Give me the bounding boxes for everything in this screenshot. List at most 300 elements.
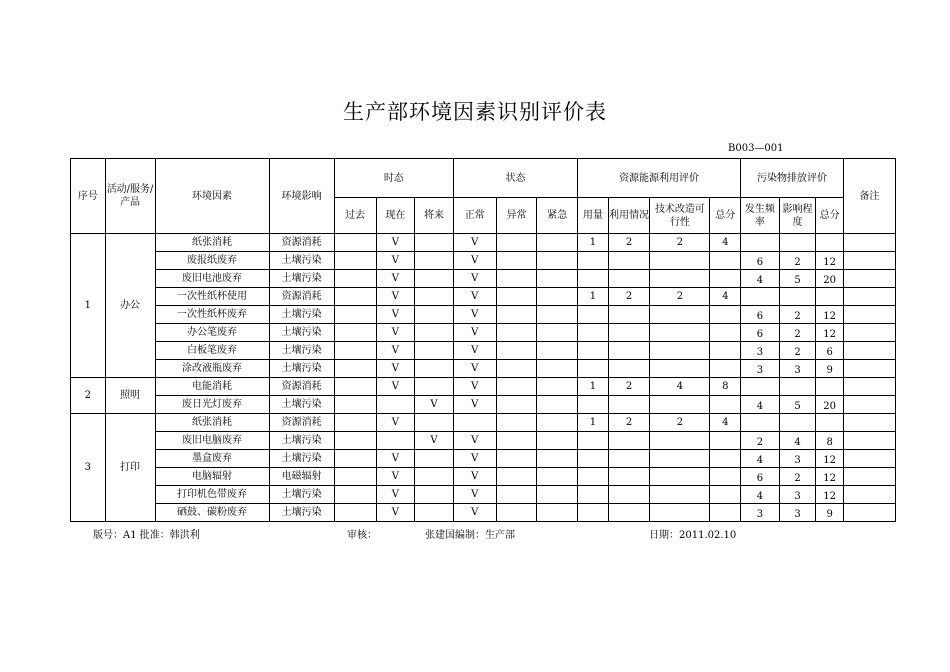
state-abnormal-cell: [496, 504, 537, 522]
res-usage-cell: 1: [578, 378, 609, 396]
header-tense-future: 将来: [415, 198, 454, 234]
table-row: [71, 288, 896, 306]
tense-future-cell: [415, 306, 454, 324]
state-normal-cell: V: [453, 252, 496, 270]
tense-future-cell: [415, 234, 454, 252]
res-total-cell: [710, 324, 741, 342]
state-normal-cell: V: [453, 432, 496, 450]
header-activity: 活动/服务/产品: [105, 159, 155, 234]
pol-total-cell: 12: [816, 468, 844, 486]
activity-cell: 照明: [105, 378, 155, 414]
impact-cell: 电磁辐射: [269, 468, 334, 486]
res-usage-cell: [578, 360, 609, 378]
pol-degree-cell: 3: [779, 450, 816, 468]
res-tech-cell: [650, 306, 710, 324]
res-tech-cell: [650, 270, 710, 288]
header-factor: 环境因素: [155, 159, 269, 234]
pol-freq-cell: 6: [741, 468, 780, 486]
footer-date: 日期：2011.02.10: [649, 530, 737, 541]
state-normal-cell: V: [453, 396, 496, 414]
factor-cell: 纸张消耗: [155, 234, 269, 252]
state-emergency-cell: [537, 306, 578, 324]
state-abnormal-cell: [496, 360, 537, 378]
state-abnormal-cell: [496, 432, 537, 450]
pol-total-cell: 20: [816, 270, 844, 288]
impact-cell: 土壤污染: [269, 360, 334, 378]
table-row: [71, 486, 896, 504]
tense-past-cell: [334, 450, 376, 468]
res-util-cell: [608, 360, 650, 378]
state-abnormal-cell: [496, 486, 537, 504]
tense-future-cell: [415, 252, 454, 270]
res-util-cell: [608, 504, 650, 522]
state-normal-cell: V: [453, 504, 496, 522]
impact-cell: 土壤污染: [269, 504, 334, 522]
res-util-cell: [608, 396, 650, 414]
res-total-cell: [710, 306, 741, 324]
res-usage-cell: [578, 486, 609, 504]
pol-degree-cell: [779, 288, 816, 306]
pol-freq-cell: 2: [741, 432, 780, 450]
header-res-usage: 用量: [578, 198, 609, 234]
state-abnormal-cell: [496, 252, 537, 270]
res-usage-cell: [578, 432, 609, 450]
res-util-cell: [608, 486, 650, 504]
table-row: [71, 378, 896, 396]
table-body: [71, 234, 896, 522]
pol-total-cell: 6: [816, 342, 844, 360]
footer-version: 版号：A1 批准：韩洪利: [93, 530, 200, 541]
pol-total-cell: [816, 288, 844, 306]
tense-now-cell: V: [376, 324, 415, 342]
state-abnormal-cell: [496, 378, 537, 396]
state-abnormal-cell: [496, 234, 537, 252]
factor-cell: 废报纸废弃: [155, 252, 269, 270]
tense-now-cell: V: [376, 414, 415, 432]
pol-freq-cell: 4: [741, 450, 780, 468]
res-usage-cell: [578, 504, 609, 522]
tense-future-cell: [415, 324, 454, 342]
factor-cell: 废旧电池废弃: [155, 270, 269, 288]
evaluation-table: [70, 158, 896, 522]
res-util-cell: [608, 270, 650, 288]
state-emergency-cell: [537, 414, 578, 432]
tense-future-cell: V: [415, 396, 454, 414]
pol-degree-cell: 3: [779, 486, 816, 504]
table-row: [71, 414, 896, 432]
remark-cell: [843, 396, 895, 414]
pol-degree-cell: 2: [779, 252, 816, 270]
tense-past-cell: [334, 252, 376, 270]
res-tech-cell: 2: [650, 234, 710, 252]
impact-cell: 土壤污染: [269, 342, 334, 360]
header-tense-past: 过去: [334, 198, 376, 234]
factor-cell: 一次性纸杯使用: [155, 288, 269, 306]
res-total-cell: 4: [710, 288, 741, 306]
res-usage-cell: 1: [578, 288, 609, 306]
res-usage-cell: [578, 342, 609, 360]
remark-cell: [843, 252, 895, 270]
factor-cell: 打印机色带废弃: [155, 486, 269, 504]
pol-degree-cell: 2: [779, 342, 816, 360]
pol-degree-cell: [779, 234, 816, 252]
res-util-cell: [608, 450, 650, 468]
pol-total-cell: 12: [816, 450, 844, 468]
tense-now-cell: [376, 396, 415, 414]
table-row: [71, 450, 896, 468]
tense-past-cell: [334, 288, 376, 306]
impact-cell: 土壤污染: [269, 396, 334, 414]
header-seq: 序号: [71, 159, 106, 234]
tense-now-cell: V: [376, 468, 415, 486]
remark-cell: [843, 288, 895, 306]
tense-future-cell: [415, 360, 454, 378]
res-usage-cell: 1: [578, 414, 609, 432]
remark-cell: [843, 432, 895, 450]
pol-total-cell: 20: [816, 396, 844, 414]
pol-total-cell: 12: [816, 306, 844, 324]
impact-cell: 土壤污染: [269, 270, 334, 288]
impact-cell: 资源消耗: [269, 288, 334, 306]
tense-past-cell: [334, 486, 376, 504]
table-row: [71, 468, 896, 486]
res-usage-cell: [578, 468, 609, 486]
header-state: 状态: [453, 159, 577, 198]
remark-cell: [843, 468, 895, 486]
activity-cell: 办公: [105, 234, 155, 378]
table-row: [71, 342, 896, 360]
res-usage-cell: [578, 396, 609, 414]
res-util-cell: [608, 432, 650, 450]
impact-cell: 资源消耗: [269, 414, 334, 432]
tense-now-cell: [376, 432, 415, 450]
remark-cell: [843, 324, 895, 342]
res-total-cell: [710, 486, 741, 504]
state-normal-cell: V: [453, 324, 496, 342]
table-row: [71, 252, 896, 270]
res-total-cell: [710, 360, 741, 378]
header-res-util: 利用情况: [608, 198, 650, 234]
res-tech-cell: 2: [650, 414, 710, 432]
tense-now-cell: V: [376, 504, 415, 522]
remark-cell: [843, 450, 895, 468]
remark-cell: [843, 378, 895, 396]
factor-cell: 白板笔废弃: [155, 342, 269, 360]
state-abnormal-cell: [496, 324, 537, 342]
res-tech-cell: 2: [650, 288, 710, 306]
res-util-cell: [608, 324, 650, 342]
res-total-cell: [710, 270, 741, 288]
pol-degree-cell: 2: [779, 324, 816, 342]
state-emergency-cell: [537, 432, 578, 450]
impact-cell: 土壤污染: [269, 486, 334, 504]
state-normal-cell: V: [453, 486, 496, 504]
state-abnormal-cell: [496, 270, 537, 288]
tense-future-cell: V: [415, 432, 454, 450]
remark-cell: [843, 486, 895, 504]
remark-cell: [843, 504, 895, 522]
tense-past-cell: [334, 432, 376, 450]
footer-compiled: 张建国编制：生产部: [425, 530, 515, 541]
tense-now-cell: V: [376, 378, 415, 396]
state-normal-cell: V: [453, 234, 496, 252]
table-row: [71, 432, 896, 450]
state-normal-cell: V: [453, 468, 496, 486]
table-row: [71, 306, 896, 324]
res-total-cell: 4: [710, 234, 741, 252]
header-res-tech: 技术改造可行性: [650, 198, 710, 234]
res-tech-cell: [650, 468, 710, 486]
res-util-cell: [608, 468, 650, 486]
impact-cell: 土壤污染: [269, 450, 334, 468]
header-remark: 备注: [843, 159, 895, 234]
state-normal-cell: V: [453, 306, 496, 324]
res-usage-cell: [578, 270, 609, 288]
tense-past-cell: [334, 324, 376, 342]
tense-future-cell: [415, 288, 454, 306]
state-emergency-cell: [537, 378, 578, 396]
state-normal-cell: V: [453, 450, 496, 468]
res-tech-cell: [650, 486, 710, 504]
res-total-cell: [710, 468, 741, 486]
factor-cell: 废旧电脑废弃: [155, 432, 269, 450]
pol-freq-cell: [741, 414, 780, 432]
res-total-cell: 8: [710, 378, 741, 396]
res-util-cell: [608, 306, 650, 324]
pol-freq-cell: 3: [741, 360, 780, 378]
res-tech-cell: [650, 324, 710, 342]
impact-cell: 资源消耗: [269, 378, 334, 396]
pol-degree-cell: 2: [779, 306, 816, 324]
pol-freq-cell: 4: [741, 396, 780, 414]
res-util-cell: 2: [608, 288, 650, 306]
state-normal-cell: V: [453, 270, 496, 288]
pol-degree-cell: 2: [779, 468, 816, 486]
state-emergency-cell: [537, 450, 578, 468]
tense-now-cell: V: [376, 342, 415, 360]
pol-freq-cell: 4: [741, 486, 780, 504]
state-emergency-cell: [537, 270, 578, 288]
factor-cell: 一次性纸杯废弃: [155, 306, 269, 324]
state-emergency-cell: [537, 342, 578, 360]
pol-degree-cell: 5: [779, 270, 816, 288]
pol-total-cell: [816, 414, 844, 432]
factor-cell: 电能消耗: [155, 378, 269, 396]
state-abnormal-cell: [496, 468, 537, 486]
state-emergency-cell: [537, 360, 578, 378]
pol-freq-cell: [741, 234, 780, 252]
pol-degree-cell: 4: [779, 432, 816, 450]
res-total-cell: 4: [710, 414, 741, 432]
header-pollution: 污染物排放评价: [741, 159, 844, 198]
res-tech-cell: [650, 396, 710, 414]
tense-past-cell: [334, 270, 376, 288]
header-resource: 资源能源利用评价: [578, 159, 741, 198]
factor-cell: 纸张消耗: [155, 414, 269, 432]
state-normal-cell: V: [453, 378, 496, 396]
state-emergency-cell: [537, 504, 578, 522]
pol-total-cell: 12: [816, 324, 844, 342]
state-abnormal-cell: [496, 414, 537, 432]
tense-now-cell: V: [376, 360, 415, 378]
header-tense-now: 现在: [376, 198, 415, 234]
res-total-cell: [710, 432, 741, 450]
tense-past-cell: [334, 468, 376, 486]
pol-total-cell: 12: [816, 252, 844, 270]
table-row: [71, 396, 896, 414]
seq-cell: 1: [71, 234, 106, 378]
res-util-cell: [608, 342, 650, 360]
tense-future-cell: [415, 270, 454, 288]
tense-future-cell: [415, 504, 454, 522]
res-util-cell: 2: [608, 234, 650, 252]
pol-freq-cell: [741, 378, 780, 396]
res-total-cell: [710, 396, 741, 414]
res-tech-cell: [650, 504, 710, 522]
state-emergency-cell: [537, 468, 578, 486]
state-emergency-cell: [537, 252, 578, 270]
state-normal-cell: V: [453, 288, 496, 306]
state-abnormal-cell: [496, 306, 537, 324]
impact-cell: 土壤污染: [269, 306, 334, 324]
res-usage-cell: 1: [578, 234, 609, 252]
res-tech-cell: [650, 360, 710, 378]
header-res-total: 总分: [710, 198, 741, 234]
pol-degree-cell: [779, 378, 816, 396]
pol-total-cell: 12: [816, 486, 844, 504]
tense-past-cell: [334, 360, 376, 378]
pol-degree-cell: [779, 414, 816, 432]
res-tech-cell: 4: [650, 378, 710, 396]
pol-freq-cell: 3: [741, 342, 780, 360]
tense-future-cell: [415, 450, 454, 468]
state-emergency-cell: [537, 486, 578, 504]
tense-past-cell: [334, 306, 376, 324]
res-total-cell: [710, 504, 741, 522]
tense-past-cell: [334, 234, 376, 252]
impact-cell: 土壤污染: [269, 324, 334, 342]
pol-freq-cell: 6: [741, 252, 780, 270]
res-usage-cell: [578, 306, 609, 324]
res-usage-cell: [578, 450, 609, 468]
header-state-abnormal: 异常: [496, 198, 537, 234]
factor-cell: 墨盒废弃: [155, 450, 269, 468]
remark-cell: [843, 306, 895, 324]
pol-degree-cell: 3: [779, 504, 816, 522]
pol-freq-cell: 4: [741, 270, 780, 288]
pol-total-cell: [816, 378, 844, 396]
res-usage-cell: [578, 324, 609, 342]
state-emergency-cell: [537, 396, 578, 414]
res-tech-cell: [650, 450, 710, 468]
header-state-emergency: 紧急: [537, 198, 578, 234]
state-normal-cell: V: [453, 342, 496, 360]
tense-now-cell: V: [376, 234, 415, 252]
tense-now-cell: V: [376, 486, 415, 504]
pol-freq-cell: 6: [741, 306, 780, 324]
tense-past-cell: [334, 504, 376, 522]
table-row: [71, 504, 896, 522]
header-pol-freq: 发生频率: [741, 198, 780, 234]
header-state-normal: 正常: [453, 198, 496, 234]
res-util-cell: 2: [608, 414, 650, 432]
res-total-cell: [710, 252, 741, 270]
tense-future-cell: [415, 468, 454, 486]
pol-freq-cell: 6: [741, 324, 780, 342]
remark-cell: [843, 270, 895, 288]
state-emergency-cell: [537, 288, 578, 306]
table-row: [71, 270, 896, 288]
factor-cell: 电脑辐射: [155, 468, 269, 486]
pol-total-cell: [816, 234, 844, 252]
tense-now-cell: V: [376, 450, 415, 468]
factor-cell: 硒鼓、碳粉废弃: [155, 504, 269, 522]
tense-now-cell: V: [376, 288, 415, 306]
tense-future-cell: [415, 378, 454, 396]
pol-total-cell: 9: [816, 360, 844, 378]
header-pol-total: 总分: [816, 198, 844, 234]
res-tech-cell: [650, 342, 710, 360]
remark-cell: [843, 342, 895, 360]
res-util-cell: 2: [608, 378, 650, 396]
tense-past-cell: [334, 414, 376, 432]
header-pol-degree: 影响程度: [779, 198, 816, 234]
tense-now-cell: V: [376, 252, 415, 270]
res-usage-cell: [578, 252, 609, 270]
remark-cell: [843, 234, 895, 252]
tense-past-cell: [334, 396, 376, 414]
tense-future-cell: [415, 342, 454, 360]
res-tech-cell: [650, 252, 710, 270]
state-emergency-cell: [537, 234, 578, 252]
res-tech-cell: [650, 432, 710, 450]
seq-cell: 3: [71, 414, 106, 522]
pol-total-cell: 9: [816, 504, 844, 522]
tense-past-cell: [334, 342, 376, 360]
impact-cell: 土壤污染: [269, 432, 334, 450]
state-normal-cell: [453, 414, 496, 432]
state-abnormal-cell: [496, 396, 537, 414]
pol-freq-cell: 3: [741, 504, 780, 522]
pol-freq-cell: [741, 288, 780, 306]
header-tense: 时态: [334, 159, 453, 198]
factor-cell: 办公笔废弃: [155, 324, 269, 342]
activity-cell: 打印: [105, 414, 155, 522]
tense-now-cell: V: [376, 306, 415, 324]
factor-cell: 涂改液瓶废弃: [155, 360, 269, 378]
tense-now-cell: V: [376, 270, 415, 288]
state-abnormal-cell: [496, 450, 537, 468]
state-normal-cell: V: [453, 360, 496, 378]
tense-future-cell: [415, 486, 454, 504]
state-emergency-cell: [537, 324, 578, 342]
pol-degree-cell: 3: [779, 360, 816, 378]
pol-degree-cell: 5: [779, 396, 816, 414]
table-row: [71, 324, 896, 342]
footer-review: 审核：: [347, 530, 377, 541]
impact-cell: 土壤污染: [269, 252, 334, 270]
factor-cell: 废日光灯废弃: [155, 396, 269, 414]
document-title: 生产部环境因素识别评价表: [343, 100, 607, 124]
impact-cell: 资源消耗: [269, 234, 334, 252]
res-util-cell: [608, 252, 650, 270]
pol-total-cell: 8: [816, 432, 844, 450]
remark-cell: [843, 414, 895, 432]
tense-past-cell: [334, 378, 376, 396]
seq-cell: 2: [71, 378, 106, 414]
table-row: [71, 360, 896, 378]
tense-future-cell: [415, 414, 454, 432]
